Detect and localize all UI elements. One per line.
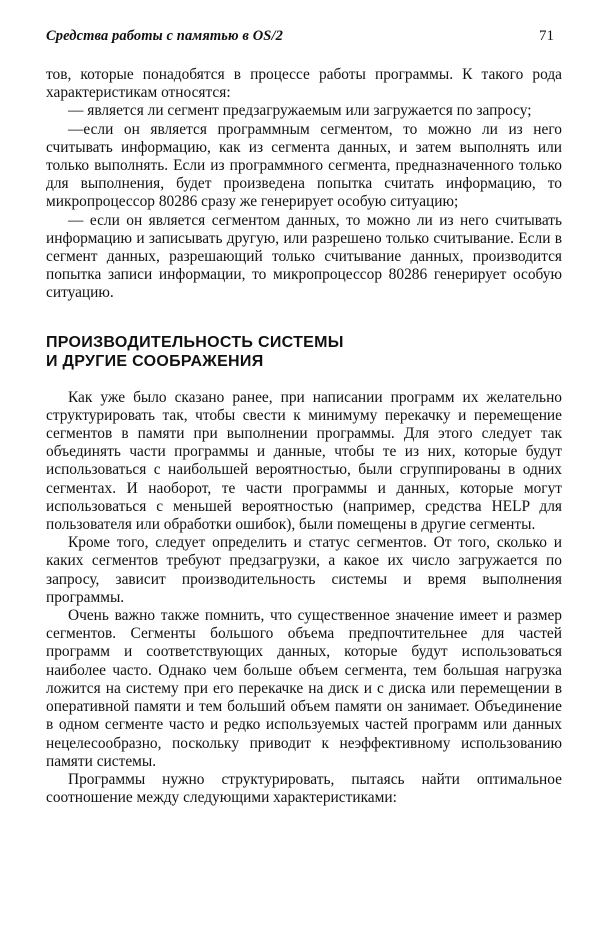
- list-item-data-segment: — если он является сегментом данных, то можно ли из него считывать информацию и записывать другую, или разрешено только считывание. Если в сегмент данных, разрешающий только считывание данных, производится попытка записи информации, то микропроцессор 80286 генерирует особую ситуацию.: [46, 211, 562, 302]
- paragraph-segment-status: Кроме того, следует определить и статус сегментов. От того, сколько и каких сегментов требуют предзагрузки, а какое их число загружается по запросу, зависит производительность системы и время выполнения программы.: [46, 534, 562, 606]
- running-title: Средства работы с памятью в OS/2: [46, 28, 283, 44]
- paragraph-continuation: тов, которые понадобятся в процессе работы программы. К такого рода характеристикам относятся:: [46, 66, 562, 102]
- paragraph-conclusion: Программы нужно структурировать, пытаясь найти оптимальное соотношение между следующими характеристиками:: [46, 770, 562, 807]
- list-item-code-segment: —если он является программным сегментом, то можно ли из него считывать информацию, как из сегмента данных, и затем выполнять или только выполнять. Если из программного сегмента, предназначенного только для выполнения, будет произведена попытка считать информацию, то микропроцессор 80286 сразу же генерирует особую ситуацию;: [46, 120, 562, 211]
- book-page: [46, 28, 562, 807]
- section-heading-line-1: ПРОИЗВОДИТЕЛЬНОСТЬ СИСТЕМЫ: [46, 333, 344, 351]
- paragraph-structuring: Как уже было сказано ранее, при написании программ их желательно структурировать так, чтобы свести к минимуму перекачку и перемещение сегментов в памяти при выполнении программы. Для этого следует так объединять части программы и данные, чтобы те из них, которые будут использоваться с наибольшей вероятностью, были сгруппированы в одних сегментах. И наоборот, те части программы и данных, которые могут использоваться с меньшей вероятностью (например, средства HELP для пользователя или обработки ошибок), были помещены в другие сегменты.: [46, 388, 562, 534]
- running-header: [46, 28, 562, 50]
- section-heading-line-2: И ДРУГИЕ СООБРАЖЕНИЯ: [46, 352, 264, 370]
- page-number: 71: [539, 28, 554, 44]
- section-heading: [46, 333, 562, 371]
- list-item-preload: — является ли сегмент предзагружаемым или загружается по запросу;: [68, 102, 532, 120]
- paragraph-segment-size: Очень важно также помнить, что существенное значение имеет и размер сегментов. Сегменты большого объема предпочтительнее для частей программ и соответствующих данных, которые будут использоваться наиболее часто. Однако чем больше объем сегмента, тем большая нагрузка ложится на систему при его перекачке на диск и с диска или перемещении в оперативной памяти и тем больший объем памяти он занимает. Объединение в одном сегменте часто и редко используемых частей программ или данных нецелесообразно, поскольку приводит к неэффективному использованию памяти системы.: [46, 607, 562, 770]
